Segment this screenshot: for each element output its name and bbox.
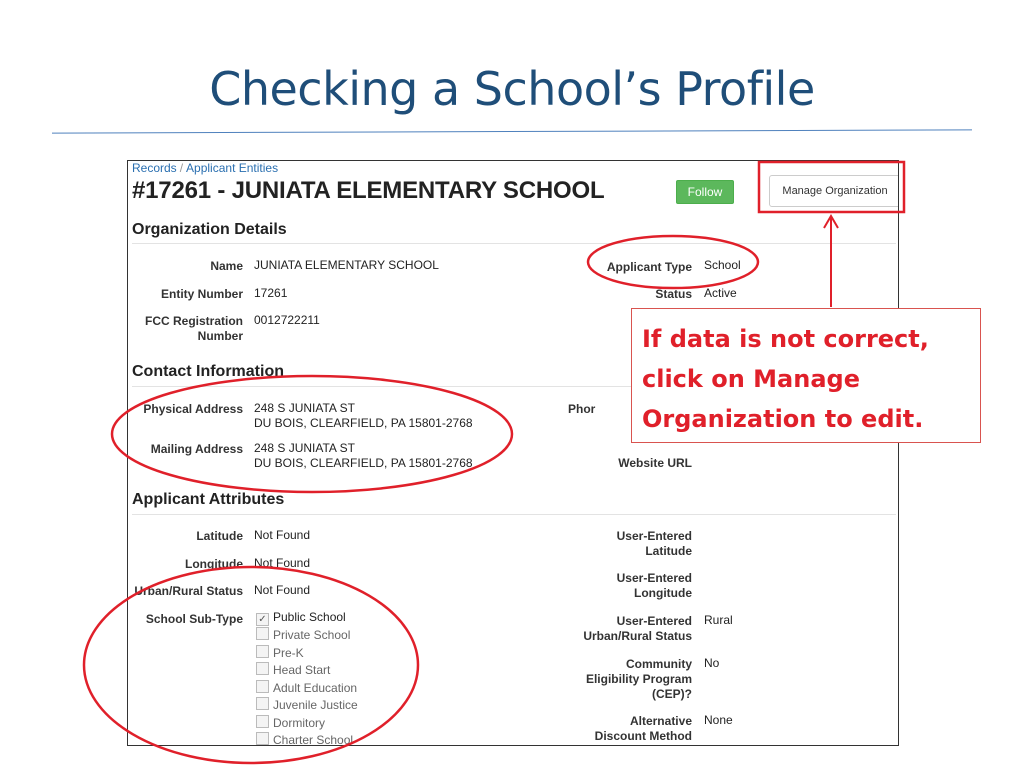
- school-sub-type-label: School Sub-Type: [145, 612, 243, 626]
- status-value: Active: [704, 286, 737, 300]
- checkbox-icon[interactable]: [256, 627, 269, 640]
- cep-value: No: [704, 656, 720, 670]
- fcc-label-line1: FCC Registration: [144, 314, 243, 328]
- label-line: Longitude: [634, 586, 692, 600]
- subtype-private-school[interactable]: [256, 627, 350, 643]
- latitude-value: Not Found: [254, 528, 311, 542]
- checkbox-icon[interactable]: [256, 715, 269, 728]
- subtype-label: Charter School: [273, 733, 354, 746]
- subtype-head-start[interactable]: [256, 662, 330, 678]
- subtype-label: Juvenile Justice: [273, 698, 358, 712]
- physical-address-line2: DU BOIS, CLEARFIELD, PA 15801-2768: [254, 416, 473, 430]
- breadcrumb-applicant-entities-link[interactable]: Applicant Entities: [186, 161, 279, 175]
- follow-button[interactable]: Follow: [676, 180, 734, 204]
- label-line: (CEP)?: [652, 687, 692, 701]
- mailing-address-label: Mailing Address: [150, 442, 243, 456]
- slide-title: Checking a School’s Profile: [209, 62, 815, 116]
- fcc-registration-value: 0012722211: [254, 313, 320, 327]
- label-line: Urban/Rural Status: [583, 629, 692, 643]
- physical-address-value: [254, 401, 473, 431]
- cep-label: [528, 657, 692, 702]
- checkbox-icon[interactable]: [256, 662, 269, 675]
- urban-rural-value: Not Found: [254, 583, 311, 597]
- subtype-label: Public School: [273, 610, 346, 624]
- checkbox-icon[interactable]: [256, 680, 269, 693]
- subtype-juvenile-justice[interactable]: [256, 697, 358, 713]
- callout-line3: Organization to edit.: [642, 405, 924, 433]
- entity-number-label: Entity Number: [160, 287, 243, 301]
- urban-rural-label: Urban/Rural Status: [134, 584, 243, 598]
- checkbox-icon[interactable]: [256, 697, 269, 710]
- latitude-label: Latitude: [196, 529, 243, 543]
- user-entered-latitude-label: [528, 529, 692, 559]
- subtype-label: Private School: [273, 628, 351, 642]
- subtype-label: Adult Education: [273, 681, 358, 695]
- subtype-label: Head Start: [273, 663, 331, 677]
- callout-box: [631, 308, 981, 443]
- callout-text: [642, 319, 929, 439]
- user-entered-longitude-label: [528, 571, 692, 601]
- label-line: User-Entered: [616, 614, 692, 628]
- label-line: Alternative: [629, 714, 692, 728]
- user-entered-urban-rural-value: Rural: [704, 613, 733, 627]
- subtype-dormitory[interactable]: [256, 715, 325, 731]
- label-line: User-Entered: [616, 571, 692, 585]
- user-entered-urban-rural-label: [528, 614, 692, 644]
- section-divider: [132, 514, 896, 515]
- mailing-address-line1: 248 S JUNIATA ST: [254, 441, 355, 455]
- name-value: JUNIATA ELEMENTARY SCHOOL: [254, 258, 439, 272]
- section-applicant-attributes: Applicant Attributes: [132, 491, 285, 508]
- subtype-label: Dormitory: [273, 716, 326, 730]
- phone-label: Phor: [568, 402, 596, 416]
- label-line: Eligibility Program: [585, 672, 692, 686]
- section-divider: [132, 243, 896, 244]
- callout-line2: click on Manage: [642, 365, 860, 393]
- physical-address-line1: 248 S JUNIATA ST: [254, 401, 355, 415]
- applicant-type-label: Applicant Type: [606, 260, 692, 274]
- checkbox-icon[interactable]: [256, 732, 269, 745]
- alternative-discount-method-label: [528, 714, 692, 744]
- callout-line1: If data is not correct,: [642, 325, 929, 353]
- breadcrumb: [132, 161, 278, 175]
- section-organization-details: Organization Details: [132, 221, 287, 238]
- name-label: Name: [210, 259, 243, 273]
- subtype-public-school[interactable]: [256, 610, 346, 626]
- longitude-label: Longitude: [185, 557, 243, 571]
- fcc-registration-label: [128, 314, 243, 344]
- entity-number-value: 17261: [254, 286, 288, 300]
- manage-organization-button[interactable]: Manage Organization: [769, 175, 899, 207]
- status-label: Status: [655, 287, 692, 301]
- entity-title: #17261 - JUNIATA ELEMENTARY SCHOOL: [132, 177, 605, 204]
- title-divider: [52, 129, 972, 133]
- alternative-discount-method-value: None: [704, 713, 733, 727]
- checkbox-icon[interactable]: [256, 645, 269, 658]
- screenshot-panel: [127, 160, 899, 746]
- checkbox-checked-icon[interactable]: ✓: [256, 613, 269, 626]
- fcc-label-line2: Number: [197, 329, 243, 343]
- longitude-value: Not Found: [254, 556, 311, 570]
- label-line: Latitude: [645, 544, 692, 558]
- physical-address-label: Physical Address: [143, 402, 243, 416]
- section-contact-information: Contact Information: [132, 363, 284, 380]
- mailing-address-value: [254, 441, 473, 471]
- label-line: Community: [626, 657, 692, 671]
- label-line: User-Entered: [616, 529, 692, 543]
- breadcrumb-separator: /: [179, 161, 184, 175]
- label-line: Discount Method: [594, 729, 692, 743]
- breadcrumb-records-link[interactable]: Records: [132, 161, 177, 175]
- applicant-type-value: School: [704, 258, 741, 272]
- subtype-pre-k[interactable]: [256, 645, 304, 661]
- subtype-adult-education[interactable]: [256, 680, 357, 696]
- mailing-address-line2: DU BOIS, CLEARFIELD, PA 15801-2768: [254, 456, 473, 470]
- subtype-label: Pre-K: [273, 646, 304, 660]
- website-url-label: Website URL: [618, 456, 692, 470]
- subtype-charter-school[interactable]: [256, 732, 353, 746]
